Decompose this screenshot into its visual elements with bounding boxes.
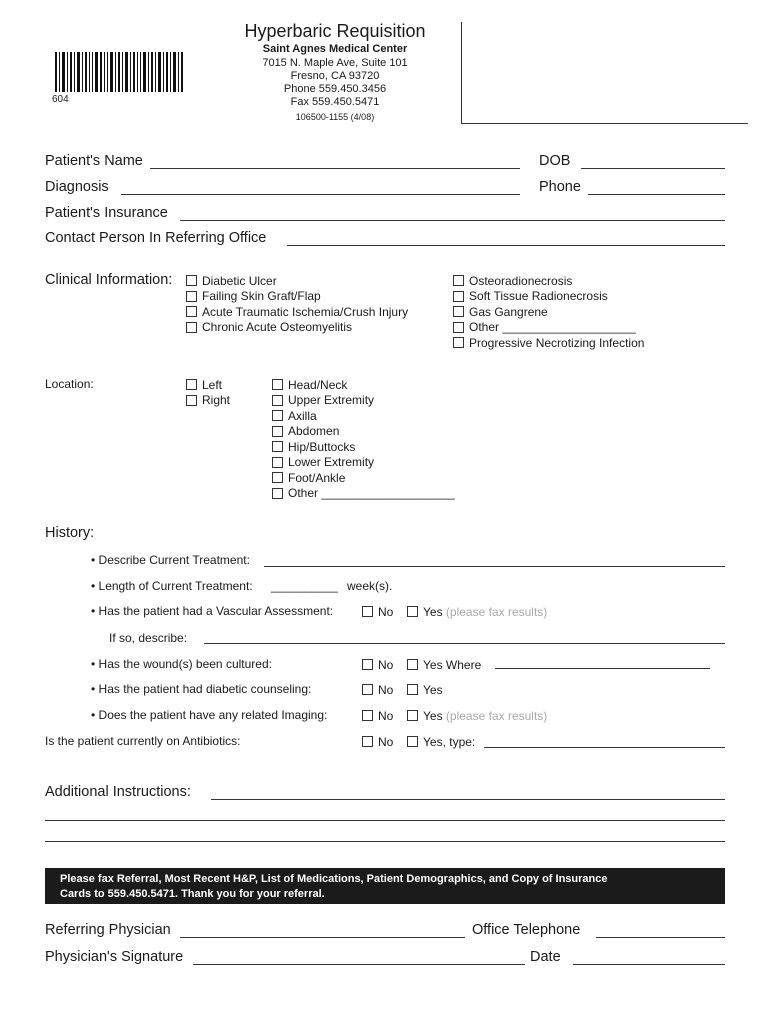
checkbox[interactable] <box>362 736 373 747</box>
clinical-option[interactable]: Diabetic Ulcer <box>186 273 408 289</box>
checkbox[interactable] <box>272 379 283 390</box>
dob-field[interactable] <box>581 168 725 169</box>
checkbox[interactable] <box>453 322 464 333</box>
contact-person-label: Contact Person In Referring Office <box>45 230 267 246</box>
checkbox[interactable] <box>362 659 373 670</box>
checkbox[interactable] <box>186 306 197 317</box>
clinical-option[interactable]: Gas Gangrene <box>453 304 644 320</box>
insurance-label: Patient's Insurance <box>45 205 168 221</box>
treatment-length-field[interactable]: __________ <box>271 579 338 593</box>
location-area-option[interactable]: Other ____________________ <box>272 486 455 502</box>
checkbox[interactable] <box>407 710 418 721</box>
banner-line: Please fax Referral, Most Recent H&P, List of Medications, Patient Demographics, and Copy of Insurance <box>60 873 608 885</box>
checkbox[interactable] <box>362 710 373 721</box>
if-so-describe-label: If so, describe: <box>109 631 188 645</box>
checkbox[interactable] <box>186 379 197 390</box>
stamp-box-border <box>461 123 748 124</box>
checkbox[interactable] <box>453 275 464 286</box>
form-number: 106500-1155 (4/08) <box>295 112 375 122</box>
location-area-option[interactable]: Hip/Buttocks <box>272 439 455 455</box>
location-area-option[interactable]: Head/Neck <box>272 377 455 393</box>
fax-results-note: (please fax results) <box>445 708 548 723</box>
diagnosis-field[interactable] <box>121 194 520 195</box>
additional-instructions-field[interactable] <box>45 841 725 842</box>
checkbox[interactable] <box>407 659 418 670</box>
form-title: Hyperbaric Requisition <box>244 21 426 41</box>
imaging-no-option[interactable]: No <box>362 708 393 724</box>
wound-cultured-label: • Has the wound(s) been cultured: <box>91 657 272 671</box>
clinical-options-left <box>186 273 408 335</box>
antibiotics-type-field[interactable] <box>484 747 725 748</box>
address-line: Fresno, CA 93720 <box>290 70 380 82</box>
phone-label: Phone <box>539 179 581 195</box>
treatment-length-label: • Length of Current Treatment: <box>91 579 253 593</box>
checkbox[interactable] <box>453 337 464 348</box>
organization-name: Saint Agnes Medical Center <box>262 43 408 55</box>
phone-line: Phone 559.450.3456 <box>283 83 387 95</box>
location-area-option[interactable]: Lower Extremity <box>272 455 455 471</box>
additional-instructions-label: Additional Instructions: <box>45 784 191 800</box>
clinical-option[interactable]: Soft Tissue Radionecrosis <box>453 289 644 305</box>
antibiotics-yes-option[interactable]: Yes, type: <box>407 734 475 750</box>
clinical-option[interactable]: Osteoradionecrosis <box>453 273 644 289</box>
stamp-box-border <box>461 22 462 124</box>
address-line: 7015 N. Maple Ave, Suite 101 <box>262 57 408 69</box>
cultured-no-option[interactable]: No <box>362 657 393 673</box>
barcode-number: 604 <box>52 94 69 105</box>
clinical-info-label: Clinical Information: <box>45 272 173 288</box>
fax-results-note: (please fax results) <box>445 604 548 619</box>
clinical-option[interactable]: Failing Skin Graft/Flap <box>186 289 408 305</box>
fax-instructions-banner <box>45 868 725 904</box>
patient-name-field[interactable] <box>150 168 520 169</box>
checkbox[interactable] <box>453 291 464 302</box>
fax-line: Fax 559.450.5471 <box>290 96 380 108</box>
checkbox[interactable] <box>272 410 283 421</box>
checkbox[interactable] <box>407 736 418 747</box>
cultured-yes-option[interactable]: Yes Where <box>407 657 481 673</box>
physician-signature-field[interactable] <box>193 964 525 965</box>
date-field[interactable] <box>573 964 725 965</box>
vascular-yes-option[interactable]: Yes (please fax results) <box>407 604 547 620</box>
diabetic-counseling-label: • Has the patient had diabetic counseling: <box>91 682 312 696</box>
cultured-where-field[interactable] <box>495 668 710 669</box>
location-area-option[interactable]: Foot/Ankle <box>272 470 455 486</box>
referring-physician-field[interactable] <box>180 937 465 938</box>
office-telephone-label: Office Telephone <box>472 922 581 938</box>
referring-physician-label: Referring Physician <box>45 922 171 938</box>
checkbox[interactable] <box>407 684 418 695</box>
treatment-length-unit: week(s). <box>347 579 393 593</box>
physician-signature-label: Physician's Signature <box>45 949 184 965</box>
imaging-yes-option[interactable]: Yes (please fax results) <box>407 708 547 724</box>
checkbox[interactable] <box>272 441 283 452</box>
clinical-option[interactable]: Chronic Acute Osteomyelitis <box>186 320 408 336</box>
clinical-option[interactable]: Progressive Necrotizing Infection <box>453 335 644 351</box>
location-area-option[interactable]: Abdomen <box>272 424 455 440</box>
location-area-option[interactable]: Axilla <box>272 408 455 424</box>
clinical-option[interactable]: Other ____________________ <box>453 320 644 336</box>
checkbox[interactable] <box>272 472 283 483</box>
imaging-label: • Does the patient have any related Imaging: <box>91 708 328 722</box>
checkbox[interactable] <box>272 457 283 468</box>
additional-instructions-field[interactable] <box>45 820 725 821</box>
current-treatment-field[interactable] <box>264 566 725 567</box>
diabetic-yes-option[interactable]: Yes <box>407 682 443 698</box>
checkbox[interactable] <box>407 606 418 617</box>
office-telephone-field[interactable] <box>596 937 725 938</box>
clinical-option[interactable]: Acute Traumatic Ischemia/Crush Injury <box>186 304 408 320</box>
insurance-field[interactable] <box>180 220 725 221</box>
checkbox[interactable] <box>272 426 283 437</box>
location-area-option[interactable]: Upper Extremity <box>272 393 455 409</box>
checkbox[interactable] <box>272 395 283 406</box>
phone-field[interactable] <box>588 194 725 195</box>
contact-person-field[interactable] <box>287 245 725 246</box>
checkbox[interactable] <box>186 322 197 333</box>
checkbox[interactable] <box>186 291 197 302</box>
patient-name-label: Patient's Name <box>45 153 143 169</box>
location-side-option[interactable]: Left <box>186 377 230 393</box>
location-label: Location: <box>45 377 94 391</box>
checkbox[interactable] <box>186 395 197 406</box>
date-label: Date <box>530 949 561 965</box>
checkbox[interactable] <box>272 488 283 499</box>
vascular-no-option[interactable]: No <box>362 604 393 620</box>
additional-instructions-field[interactable] <box>211 799 725 800</box>
current-treatment-label: • Describe Current Treatment: <box>91 553 250 567</box>
vascular-assessment-label: • Has the patient had a Vascular Assessment: <box>91 604 334 618</box>
checkbox[interactable] <box>186 275 197 286</box>
antibiotics-no-option[interactable]: No <box>362 734 393 750</box>
checkbox[interactable] <box>453 306 464 317</box>
diagnosis-label: Diagnosis <box>45 179 109 195</box>
checkbox[interactable] <box>362 606 373 617</box>
barcode-image <box>55 52 185 92</box>
history-label: History: <box>45 525 95 541</box>
dob-label: DOB <box>539 153 571 169</box>
location-sides <box>186 377 230 408</box>
if-so-describe-field[interactable] <box>204 643 725 644</box>
location-areas <box>272 377 455 501</box>
diabetic-no-option[interactable]: No <box>362 682 393 698</box>
checkbox[interactable] <box>362 684 373 695</box>
banner-line: Cards to 559.450.5471. Thank you for your referral. <box>60 888 325 900</box>
location-side-option[interactable]: Right <box>186 393 230 409</box>
antibiotics-label: Is the patient currently on Antibiotics: <box>45 734 241 748</box>
clinical-options-right <box>453 273 644 351</box>
